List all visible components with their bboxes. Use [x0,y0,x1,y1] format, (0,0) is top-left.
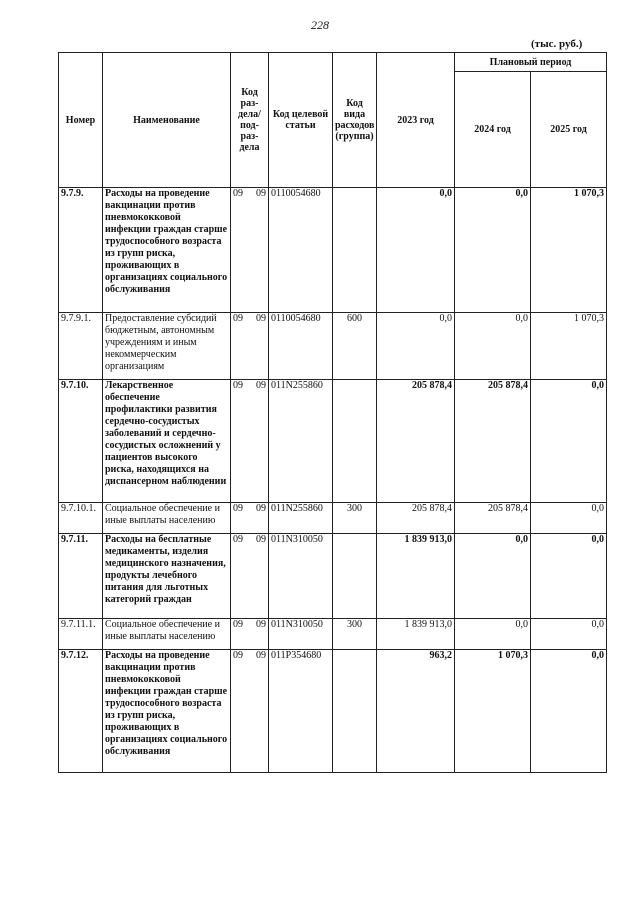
row-code: 9.7.9.1. [59,313,103,380]
row-name: Предоставление субсидий бюджетным, автономным учреждениям и иным некоммерческим организациям [103,313,231,380]
row-y2025: 1 070,3 [531,188,607,313]
row-vid: 300 [333,619,377,650]
row-y2024: 0,0 [455,188,531,313]
header-year-2023: 2023 год [377,53,455,188]
row-code: 9.7.10.1. [59,503,103,534]
row-podrazd: 09 [256,534,266,545]
row-vid [333,534,377,619]
row-vid [333,380,377,503]
row-podrazd: 09 [256,380,266,391]
row-y2024: 1 070,3 [455,650,531,773]
row-y2023: 963,2 [377,650,455,773]
row-vid [333,650,377,773]
row-y2024: 205 878,4 [455,380,531,503]
row-vid: 600 [333,313,377,380]
table-row [59,380,607,503]
row-section [231,650,269,773]
row-razd: 09 [233,650,243,661]
table-row [59,313,607,380]
row-y2025: 1 070,3 [531,313,607,380]
row-target: 011N310050 [269,619,333,650]
row-razd: 09 [233,380,243,391]
row-target: 0110054680 [269,313,333,380]
row-y2025: 0,0 [531,503,607,534]
header-expense-type: Код вида расходов (группа) [333,53,377,188]
row-podrazd: 09 [256,619,266,630]
row-target: 011N255860 [269,380,333,503]
row-target: 011P354680 [269,650,333,773]
row-code: 9.7.11. [59,534,103,619]
header-planning-period: Плановый период [455,53,607,72]
row-target: 0110054680 [269,188,333,313]
row-razd: 09 [233,534,243,545]
row-name: Расходы на бесплатные медикаменты, изделия медицинского назначения, продукты лечебного питания для льготных категорий граждан [103,534,231,619]
row-name: Расходы на проведение вакцинации против пневмококковой инфекции граждан старше трудоспособного возраста из групп риска, проживающих в организациях социального обслуживания [103,188,231,313]
row-code: 9.7.9. [59,188,103,313]
row-section [231,188,269,313]
row-razd: 09 [233,619,243,630]
row-podrazd: 09 [256,650,266,661]
row-code: 9.7.11.1. [59,619,103,650]
header-name: Наименование [103,53,231,188]
row-vid: 300 [333,503,377,534]
row-name: Расходы на проведение вакцинации против пневмококковой инфекции граждан старше трудоспособного возраста из групп риска, проживающих в организациях социального обслуживания [103,650,231,773]
page-number: 228 [311,18,329,32]
row-y2025: 0,0 [531,534,607,619]
table-row [59,534,607,619]
row-target: 011N310050 [269,534,333,619]
row-y2023: 1 839 913,0 [377,534,455,619]
row-section [231,380,269,503]
row-razd: 09 [233,503,243,514]
row-section [231,534,269,619]
row-y2024: 205 878,4 [455,503,531,534]
row-y2023: 0,0 [377,188,455,313]
row-razd: 09 [233,188,243,199]
row-section [231,313,269,380]
header-year-2024: 2024 год [455,72,531,188]
row-name: Социальное обеспечение и иные выплаты населению [103,619,231,650]
units-label: (тыс. руб.) [531,38,583,50]
row-y2025: 0,0 [531,650,607,773]
row-target: 011N255860 [269,503,333,534]
row-name: Лекарственное обеспечение профилактики развития сердечно-сосудистых заболеваний и сердечно-сосудистых осложнений у пациентов высокого риска, находящихся на диспансерном наблюдении [103,380,231,503]
row-y2023: 205 878,4 [377,380,455,503]
row-y2025: 0,0 [531,380,607,503]
header-year-2025: 2025 год [531,72,607,188]
header-number: Номер [59,53,103,188]
row-y2023: 205 878,4 [377,503,455,534]
row-podrazd: 09 [256,313,266,324]
row-y2024: 0,0 [455,534,531,619]
table-row [59,619,607,650]
row-razd: 09 [233,313,243,324]
row-code: 9.7.12. [59,650,103,773]
table-row [59,650,607,773]
table-row [59,503,607,534]
row-podrazd: 09 [256,188,266,199]
row-y2023: 1 839 913,0 [377,619,455,650]
row-y2023: 0,0 [377,313,455,380]
row-podrazd: 09 [256,503,266,514]
row-name: Социальное обеспечение и иные выплаты населению [103,503,231,534]
budget-table [58,52,607,773]
row-section [231,503,269,534]
row-section [231,619,269,650]
header-target-code: Код целевой статьи [269,53,333,188]
row-code: 9.7.10. [59,380,103,503]
row-vid [333,188,377,313]
table-row [59,188,607,313]
header-section-code: Код раз-дела/ под-раз-дела [231,53,269,188]
row-y2024: 0,0 [455,619,531,650]
row-y2024: 0,0 [455,313,531,380]
row-y2025: 0,0 [531,619,607,650]
